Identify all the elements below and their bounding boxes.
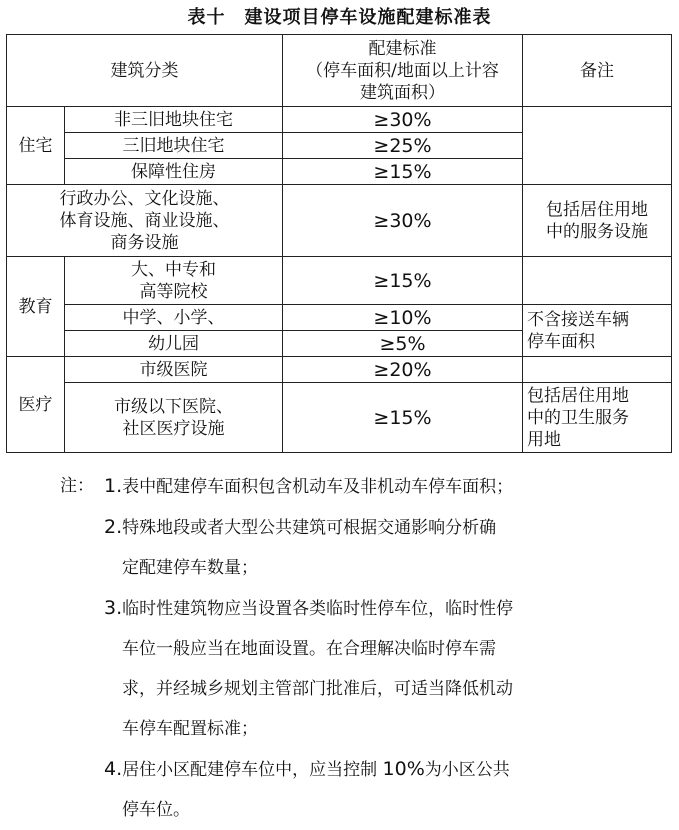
notes-section bbox=[60, 466, 660, 830]
note-text bbox=[104, 466, 660, 507]
table-row bbox=[7, 383, 672, 453]
parking-standard-table bbox=[6, 34, 672, 453]
category-cell bbox=[65, 383, 283, 453]
category-cell: 三旧地块住宅 bbox=[65, 133, 283, 159]
table-row bbox=[7, 305, 672, 331]
table-row bbox=[7, 107, 672, 133]
category-cell bbox=[65, 257, 283, 305]
table-title: 表十 建设项目停车设施配建标准表 bbox=[187, 7, 492, 28]
note-text bbox=[104, 507, 660, 548]
group-medical: 医疗 bbox=[7, 357, 65, 453]
note-line: 车位一般应当在地面设置。在合理解决临时停车需 bbox=[122, 639, 496, 659]
header-category: 建筑分类 bbox=[7, 35, 283, 107]
category-cell: 非三旧地块住宅 bbox=[65, 107, 283, 133]
remark-line: 包括居住用地 bbox=[527, 385, 629, 406]
header-standard-line: 建筑面积） bbox=[360, 82, 445, 103]
category-cell: 保障性住房 bbox=[65, 159, 283, 185]
note-number: 2. bbox=[104, 516, 123, 538]
category-line: 社区医疗设施 bbox=[122, 418, 225, 439]
notes-prefix: 注： bbox=[60, 476, 94, 496]
remark-cell bbox=[523, 305, 672, 357]
header-remarks: 备注 bbox=[523, 35, 672, 107]
category-cell: 市级医院 bbox=[65, 357, 283, 383]
value-cell: ≥15% bbox=[283, 383, 523, 453]
category-line: 高等院校 bbox=[139, 281, 208, 302]
note-line: 特殊地段或者大型公共建筑可根据交通影响分析确 bbox=[122, 518, 497, 538]
value-cell: ≥5% bbox=[283, 331, 523, 357]
remark-cell bbox=[523, 257, 672, 305]
note-item bbox=[60, 749, 660, 790]
note-item bbox=[60, 507, 660, 548]
note-line: 定配建停车数量； bbox=[122, 558, 258, 578]
header-standard-line: 配建标准 bbox=[368, 38, 437, 59]
note-number: 4. bbox=[104, 758, 123, 780]
note-number: 3. bbox=[104, 597, 123, 619]
note-text bbox=[104, 749, 660, 790]
category-cell-admin bbox=[7, 185, 283, 257]
note-line: 车停车配置标准； bbox=[122, 719, 258, 739]
value-cell: ≥15% bbox=[283, 257, 523, 305]
remark-line: 包括居住用地 bbox=[546, 199, 648, 220]
note-item bbox=[60, 466, 660, 507]
remark-line: 中的服务设施 bbox=[546, 221, 648, 242]
remark-cell bbox=[523, 383, 672, 453]
note-line: 表中配建停车面积包含机动车及非机动车停车面积； bbox=[122, 477, 514, 497]
table-header-row bbox=[7, 35, 672, 107]
note-text bbox=[104, 588, 660, 629]
value-cell: ≥30% bbox=[283, 185, 523, 257]
note-line: 为小区公共 bbox=[424, 760, 510, 780]
header-standard-line: （停车面积/地面以上计容 bbox=[306, 60, 499, 81]
remark-cell bbox=[523, 107, 672, 185]
remark-line: 用地 bbox=[527, 429, 561, 450]
category-line: 商务设施 bbox=[110, 232, 179, 253]
remark-line: 停车面积 bbox=[527, 331, 595, 352]
category-line: 体育设施、商业设施、 bbox=[59, 210, 230, 231]
note-number: 1. bbox=[104, 475, 123, 497]
note-value: 10% bbox=[382, 758, 425, 780]
table-row bbox=[7, 257, 672, 305]
remark-line: 中的卫生服务 bbox=[527, 407, 629, 428]
remark-cell bbox=[523, 185, 672, 257]
header-standard bbox=[283, 35, 523, 107]
table-row bbox=[7, 357, 672, 383]
note-line: 居住小区配建停车位中，应当控制 bbox=[122, 760, 383, 780]
category-cell: 中学、小学、 bbox=[65, 305, 283, 331]
note-item bbox=[60, 588, 660, 629]
value-cell: ≥25% bbox=[283, 133, 523, 159]
note-line: 求，并经城乡规划主管部门批准后，可适当降低机动 bbox=[122, 679, 513, 699]
remark-line: 不含接送车辆 bbox=[527, 309, 629, 330]
category-line: 大、中专和 bbox=[131, 259, 216, 280]
value-cell: ≥10% bbox=[283, 305, 523, 331]
value-cell: ≥30% bbox=[283, 107, 523, 133]
remark-cell bbox=[523, 357, 672, 383]
group-education: 教育 bbox=[7, 257, 65, 357]
value-cell: ≥20% bbox=[283, 357, 523, 383]
table-row bbox=[7, 185, 672, 257]
category-cell: 幼儿园 bbox=[65, 331, 283, 357]
note-line: 停车位。 bbox=[122, 800, 190, 820]
note-line: 临时性建筑物应当设置各类临时性停车位，临时性停 bbox=[122, 599, 514, 619]
category-line: 行政办公、文化设施、 bbox=[59, 188, 230, 209]
category-line: 市级以下医院、 bbox=[114, 396, 233, 417]
value-cell: ≥15% bbox=[283, 159, 523, 185]
group-residential: 住宅 bbox=[7, 107, 65, 185]
